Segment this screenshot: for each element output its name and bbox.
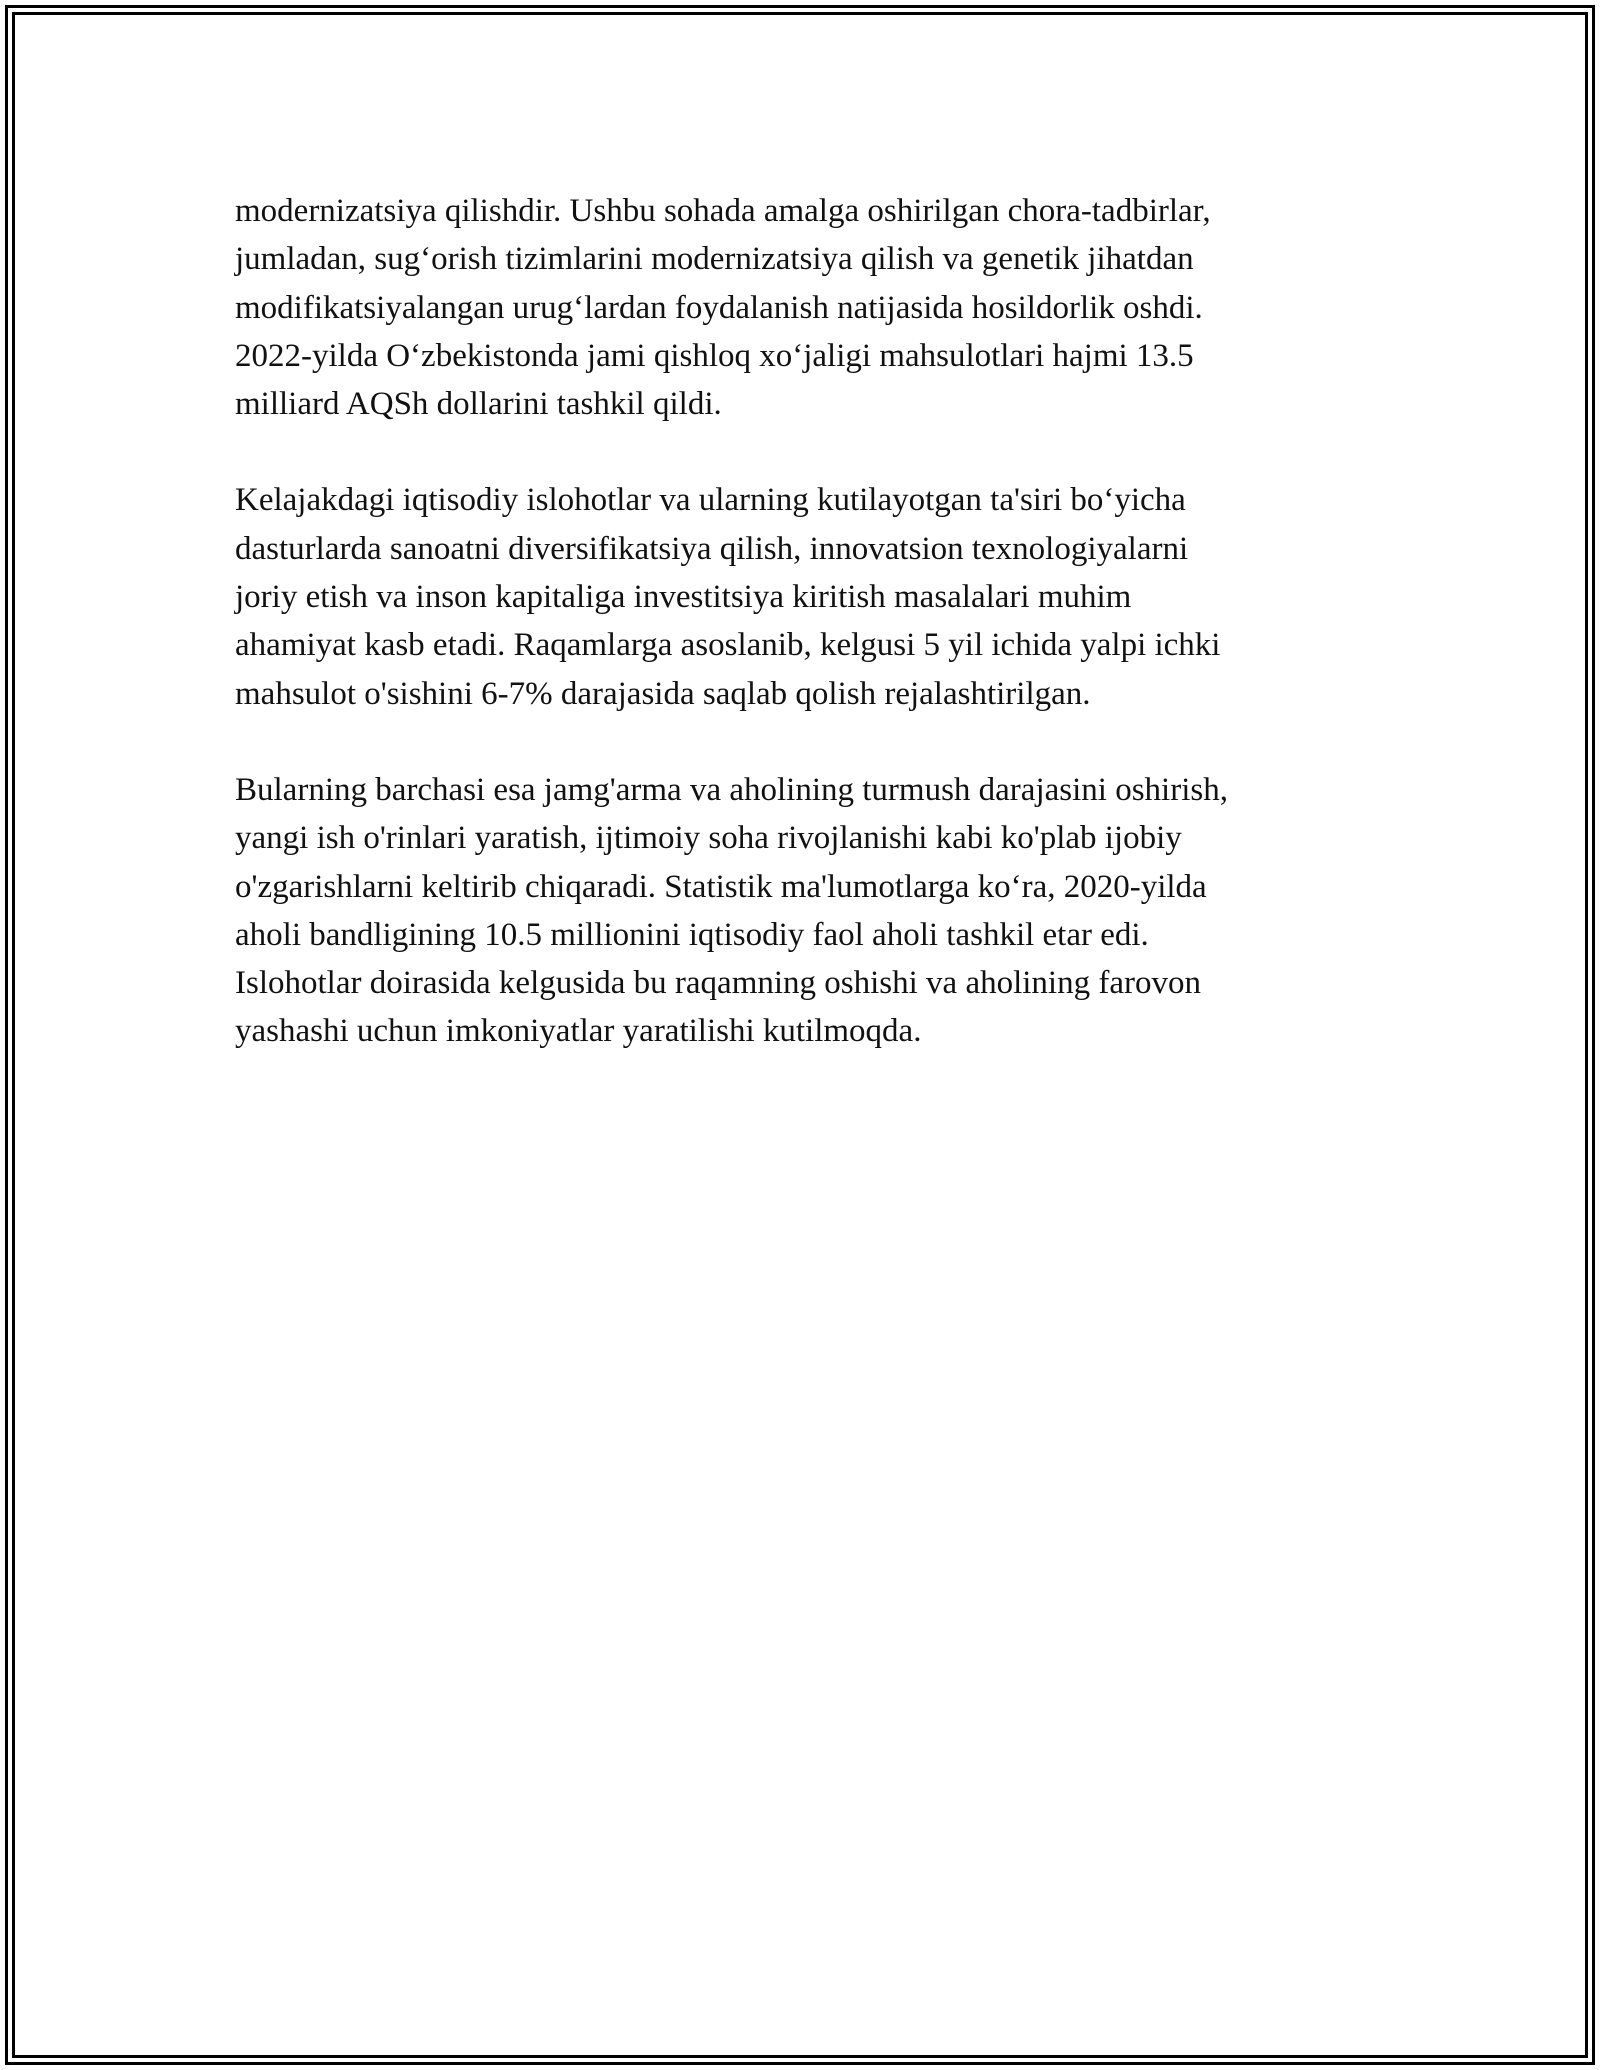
paragraph-1 [235, 187, 1365, 428]
paragraph-line: Bularning barchasi esa jamg'arma va aholining turmush darajasini oshirish, [235, 771, 1228, 808]
paragraph-line: milliard AQSh dollarini tashkil qildi. [235, 386, 722, 423]
paragraph-2 [235, 476, 1365, 717]
paragraph-3 [235, 766, 1365, 1056]
paragraph-line: ahamiyat kasb etadi. Raqamlarga asoslanib, kelgusi 5 yil ichida yalpi ichki [235, 627, 1221, 664]
paragraph-line: jumladan, sug‘orish tizimlarini modernizatsiya qilish va genetik jihatdan [235, 241, 1194, 278]
document-body [235, 187, 1365, 1104]
paragraph-line: joriy etish va inson kapitaliga investitsiya kiritish masalalari muhim [235, 579, 1132, 616]
paragraph-line: modernizatsiya qilishdir. Ushbu sohada amalga oshirilgan chora-tadbirlar, [235, 193, 1211, 229]
paragraph-line: modifikatsiyalangan urug‘lardan foydalanish natijasida hosildorlik oshdi. [235, 289, 1203, 326]
paragraph-line: 2022-yilda O‘zbekistonda jami qishloq xo‘jaligi mahsulotlari hajmi 13.5 [235, 337, 1194, 374]
paragraph-line: yashashi uchun imkoniyatlar yaratilishi kutilmoqda. [235, 1013, 922, 1050]
paragraph-line: yangi ish o'rinlari yaratish, ijtimoiy soha rivojlanishi kabi ko'plab ijobiy [235, 820, 1182, 857]
paragraph-line: Islohotlar doirasida kelgusida bu raqamning oshishi va aholining farovon [235, 965, 1201, 1002]
paragraph-line: dasturlarda sanoatni diversifikatsiya qilish, innovatsion texnologiyalarni [235, 530, 1189, 567]
paragraph-line: Kelajakdagi iqtisodiy islohotlar va ularning kutilayotgan ta'siri bo‘yicha [235, 482, 1186, 519]
paragraph-line: aholi bandligining 10.5 millionini iqtisodiy faol aholi tashkil etar edi. [235, 916, 1149, 953]
paragraph-line: mahsulot o'sishini 6-7% darajasida saqlab qolish rejalashtirilgan. [235, 675, 1091, 712]
paragraph-line: o'zgarishlarni keltirib chiqaradi. Statistik ma'lumotlarga ko‘ra, 2020-yilda [235, 868, 1207, 905]
